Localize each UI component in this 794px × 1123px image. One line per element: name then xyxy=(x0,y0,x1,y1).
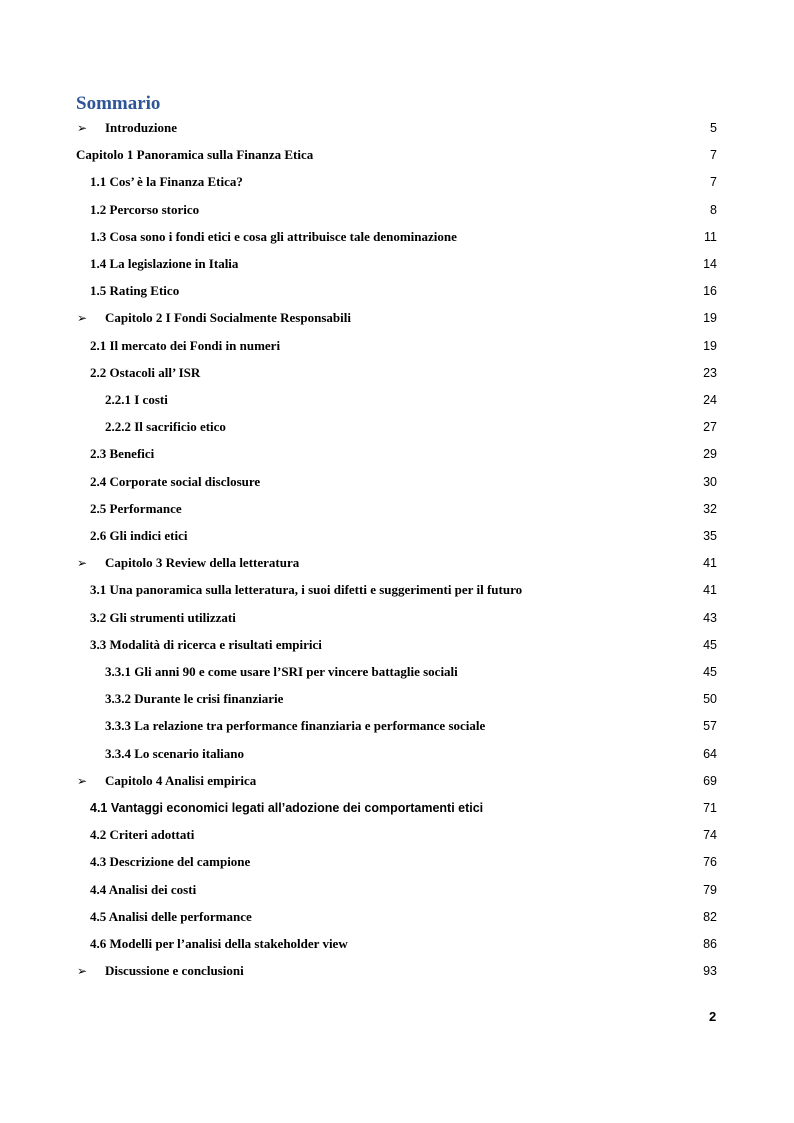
toc-entry-label: 2.4 Corporate social disclosure xyxy=(90,473,261,489)
toc-entry[interactable] xyxy=(77,772,717,790)
toc-entry-page: 16 xyxy=(703,284,717,299)
toc-entry[interactable] xyxy=(90,853,717,871)
toc-entry[interactable] xyxy=(90,228,717,246)
toc-entry-label: 3.3.4 Lo scenario italiano xyxy=(105,745,245,761)
toc-entry[interactable] xyxy=(90,445,717,463)
toc-entry-page: 29 xyxy=(703,447,717,462)
toc-entry-page: 14 xyxy=(703,257,717,271)
toc-entry-page: 41 xyxy=(703,583,717,598)
toc-entry[interactable] xyxy=(90,337,717,355)
toc-entry-label: 2.2.1 I costi xyxy=(105,392,168,407)
toc-entry-page: 32 xyxy=(703,501,717,516)
toc-entry[interactable] xyxy=(90,908,717,926)
toc-entry-label: 4.3 Descrizione del campione xyxy=(90,854,251,870)
toc-entry-page: 79 xyxy=(703,882,717,897)
toc-entry-page: 35 xyxy=(703,529,717,543)
toc-entry-label: 1.2 Percorso storico xyxy=(90,201,200,217)
toc-entry-label: 2.2 Ostacoli all’ ISR xyxy=(90,364,201,380)
toc-entry-page: 45 xyxy=(703,665,717,679)
toc-entry-page: 30 xyxy=(703,474,717,489)
toc-entry-page: 8 xyxy=(710,202,717,217)
toc-entry-label: 3.3.1 Gli anni 90 e come usare l’SRI per vincere battaglie sociali xyxy=(105,664,458,679)
toc-entry-label: Discussione e conclusioni xyxy=(105,963,244,979)
toc-entry[interactable] xyxy=(105,745,717,763)
toc-entry[interactable] xyxy=(90,581,717,599)
toc-entry-page: 74 xyxy=(703,828,717,843)
toc-entry[interactable] xyxy=(105,418,717,436)
toc-entry-page: 76 xyxy=(703,855,717,870)
toc-entry-label: 4.5 Analisi delle performance xyxy=(90,908,252,924)
toc-entry-label: 3.3.3 La relazione tra performance finanziaria e performance sociale xyxy=(105,718,486,734)
toc-entry-page: 23 xyxy=(703,365,717,380)
toc-entry[interactable] xyxy=(90,636,717,654)
toc-entry[interactable] xyxy=(90,255,717,273)
toc-entry-label: 4.1 Vantaggi economici legati all’adozione dei comportamenti etici xyxy=(90,801,484,815)
toc-entry-page: 45 xyxy=(703,637,717,652)
toc-entry-label: 1.4 La legislazione in Italia xyxy=(90,256,239,271)
toc-entry-page: 11 xyxy=(704,229,717,244)
toc-entry-page: 5 xyxy=(710,121,717,135)
toc-entry-label: 1.5 Rating Etico xyxy=(90,283,180,299)
toc-entry-label: Capitolo 3 Review della letteratura xyxy=(105,555,300,571)
toc-entry-label: 3.2 Gli strumenti utilizzati xyxy=(90,609,236,625)
toc-entry[interactable] xyxy=(90,201,717,219)
toc-entry[interactable] xyxy=(90,473,717,491)
toc-entry[interactable] xyxy=(105,663,717,681)
toc-entry-label: 4.2 Criteri adottati xyxy=(90,827,195,843)
toc-entry-page: 57 xyxy=(703,719,717,734)
toc-entry-label: 4.6 Modelli per l’analisi della stakeholder view xyxy=(90,936,348,951)
arrow-bullet-icon: ➢ xyxy=(77,773,88,788)
toc-entry-page: 7 xyxy=(710,148,717,163)
arrow-bullet-icon: ➢ xyxy=(77,311,88,326)
toc-entry-page: 7 xyxy=(710,175,717,190)
toc-entry[interactable] xyxy=(77,119,717,137)
toc-entry[interactable] xyxy=(90,527,717,545)
toc-entry-page: 64 xyxy=(703,746,717,761)
toc-entry-page: 50 xyxy=(703,692,717,707)
toc-entry-page: 71 xyxy=(703,801,717,815)
toc-entry-page: 43 xyxy=(703,610,717,625)
toc-entry[interactable] xyxy=(90,881,717,899)
toc-entry[interactable] xyxy=(105,391,717,409)
toc-entry-page: 27 xyxy=(703,420,717,435)
toc-entry-page: 24 xyxy=(703,393,717,407)
arrow-bullet-icon: ➢ xyxy=(77,121,88,135)
toc-entry-label: 2.1 Il mercato dei Fondi in numeri xyxy=(90,337,281,353)
toc-entry-label: 2.2.2 Il sacrificio etico xyxy=(105,419,226,435)
toc-entry[interactable] xyxy=(77,309,717,327)
toc-entry-label: 3.3.2 Durante le crisi finanziarie xyxy=(105,691,284,707)
toc-entry[interactable] xyxy=(90,364,717,382)
toc-entry[interactable] xyxy=(90,282,717,300)
toc-entry-page: 19 xyxy=(703,311,717,326)
toc-entry-label: 3.3 Modalità di ricerca e risultati empirici xyxy=(90,636,322,652)
toc-entry[interactable] xyxy=(105,690,717,708)
page-title: Sommario xyxy=(76,93,161,114)
toc-entry[interactable] xyxy=(90,935,717,953)
toc-entry-label: Capitolo 2 I Fondi Socialmente Responsabili xyxy=(105,310,351,326)
toc-entry-label: Capitolo 4 Analisi empirica xyxy=(105,772,257,788)
toc-entry[interactable] xyxy=(105,717,717,735)
toc-entry-label: 1.1 Cos’ è la Finanza Etica? xyxy=(90,174,243,190)
toc-entry-label: 2.3 Benefici xyxy=(90,446,155,462)
toc-entry-label: Introduzione xyxy=(105,120,177,135)
toc-entry-label: Capitolo 1 Panoramica sulla Finanza Etica xyxy=(76,147,314,163)
toc-entry-label: 3.1 Una panoramica sulla letteratura, i suoi difetti e suggerimenti per il futuro xyxy=(90,582,523,598)
toc-entry[interactable] xyxy=(90,826,717,844)
toc-entry[interactable] xyxy=(90,799,717,817)
toc-entry[interactable] xyxy=(76,146,717,164)
page-number: 2 xyxy=(709,1009,717,1024)
toc-entry-label: 2.5 Performance xyxy=(90,500,182,516)
toc-entry-page: 69 xyxy=(703,773,717,788)
toc-entry-page: 86 xyxy=(703,937,717,951)
toc-entry-page: 41 xyxy=(703,556,717,571)
toc-entry-label: 1.3 Cosa sono i fondi etici e cosa gli attribuisce tale denominazione xyxy=(90,228,457,244)
toc-entry-page: 93 xyxy=(703,964,717,979)
toc-entry-page: 82 xyxy=(703,909,717,924)
toc-entry[interactable] xyxy=(77,554,717,572)
arrow-bullet-icon: ➢ xyxy=(77,964,88,979)
toc-entry[interactable] xyxy=(77,962,717,980)
arrow-bullet-icon: ➢ xyxy=(77,556,88,571)
toc-entry[interactable] xyxy=(90,609,717,627)
toc-entry-label: 2.6 Gli indici etici xyxy=(90,528,188,543)
toc-entry[interactable] xyxy=(90,173,717,191)
toc-entry-page: 19 xyxy=(703,338,717,353)
toc-entry[interactable] xyxy=(90,500,717,518)
toc-entry-label: 4.4 Analisi dei costi xyxy=(90,881,197,897)
